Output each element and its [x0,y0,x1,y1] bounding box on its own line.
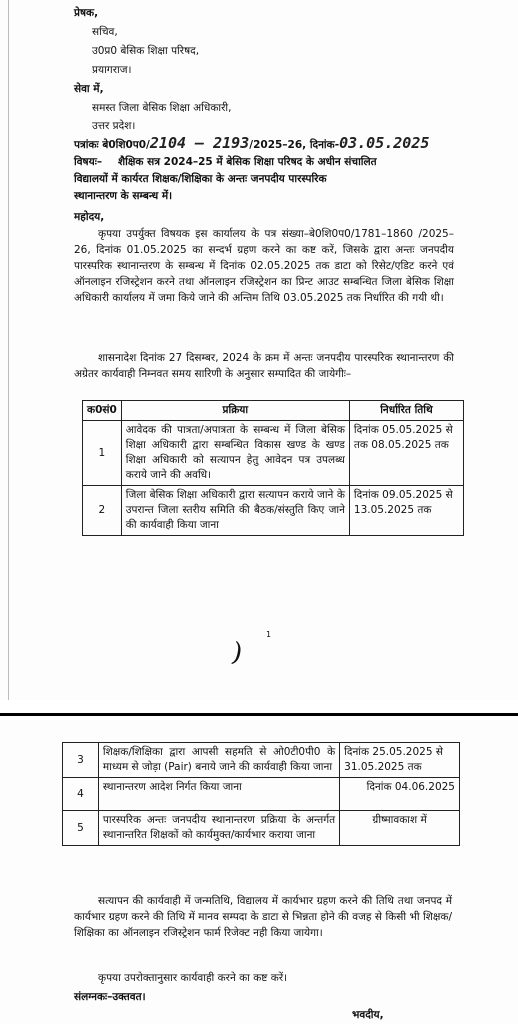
paragraph-2: शासनादेश दिनांक 27 दिसम्बर, 2024 के क्रम में अन्तः जनपदीय पारस्परिक स्थानान्तरण की अग्रेतर कार्यवाही निम्नवत समय सारिणी के अनुसार सम्पादित की जायेगीः– [74,352,454,380]
subject-line-2: विद्यालयों में कार्यरत शिक्षक/शिक्षिका के अन्तः जनपदीय पारस्परिक [74,173,327,185]
table-row [83,421,464,486]
row-number: 2 [83,486,122,536]
sender-line-2: उ0प्र0 बेसिक शिक्षा परिषद, [92,45,200,57]
header-serial: क0सं0 [83,401,122,421]
date-handwritten: 03.05.2025 [339,134,430,152]
reference-suffix: /2025–26, दिनांक- [249,139,340,151]
row-date: ग्रीष्मावकाश में [340,811,460,846]
page-margin-line [8,0,9,700]
to-line-2: उत्तर प्रदेश। [92,120,136,132]
row-process: पारस्परिक अन्तः जनपदीय स्थानान्तरण प्रक्रिया के अन्तर्गत स्थानान्तरित शिक्षकों को कार्यमुक्त/कार्यभार कराया जाना [98,811,339,846]
row-process: जिला बेसिक शिक्षा अधिकारी द्वारा सत्यापन कराये जाने के उपरान्त जिला स्तरीय समिति की बैठक/संस्तुति किए जाने की कार्यवाही किया जाना [121,486,349,536]
header-date: निर्धारित तिथि [349,401,463,421]
to-label: सेवा में, [74,83,104,95]
table-row [63,778,460,811]
reference-prefix: पत्रांकः बे0शि0प0/ [74,139,150,151]
row-date: दिनांक 09.05.2025 से 13.05.2025 तक [349,486,463,536]
sender-line-1: सचिव, [92,26,118,38]
row-date: दिनांक 04.06.2025 [340,778,460,811]
subject-label: विषयः– [74,156,103,168]
subject-line-3: स्थानान्तरण के सम्बन्ध में। [74,190,173,202]
row-date: दिनांक 05.05.2025 से तक 08.05.2025 तक [349,421,463,486]
row-number: 4 [63,778,99,811]
row-number: 5 [63,811,99,846]
header-process: प्रक्रिया [121,401,349,421]
schedule-table [82,400,464,536]
enclosure: संलग्नकः–उक्तवत। [74,991,146,1003]
table-row [63,811,460,846]
row-process: आवेदक की पात्रता/अपात्रता के सम्बन्ध में जिला बेसिक शिक्षा अधिकारी द्वारा सम्बन्धित विकास खण्ड के खण्ड शिक्षा अधिकारी को सत्यापन हेतु आवेदन पत्र उपलब्ध कराये जाने की अवधि। [121,421,349,486]
subject-line-1: शैक्षिक सत्र 2024–25 में बेसिक शिक्षा परिषद के अधीन संचालित [118,156,377,168]
table-row [83,486,464,536]
row-date: दिनांक 25.05.2025 से 31.05.2025 तक [340,743,460,778]
to-line-1: समस्त जिला बेसिक शिक्षा अधिकारी, [92,102,232,114]
paragraph-1: कृपया उपर्युक्त विषयक इस कार्यालय के पत्र संख्या–बे0शि0प0/1781–1860 /2025–26, दिनांक 01.05.2025 का सन्दर्भ ग्रहण करने का कष्ट करें, जिसके द्वारा अन्तः जनपदीय पारस्परिक स्थानान्तरण के सम्बन्ध में दिनांक 02.05.2025 तक डाटा को रिसेट/एडिट करने एवं ऑनलाइन रजिस्ट्रेशन करने तथा ऑनलाइन रजिस्ट्रेशन का प्रिन्ट आउट सम्बन्धित जिला बेसिक शिक्षा अधिकारी कार्यालय में जमा किये जाने की अन्तिम तिथि 03.05.2025 तक निर्धारित की गयी थी। [74,228,454,304]
row-process: स्थानान्तरण आदेश निर्गत किया जाना [98,778,339,811]
table-row [63,743,460,778]
reference-number-handwritten: 2104 – 2193 [149,134,250,152]
paragraph-3: सत्यापन की कार्यवाही में जन्मतिथि, विद्यालय में कार्यभार ग्रहण करने की तिथि तथा जनपद में कार्यभार ग्रहण करने की तिथि में मानव सम्पदा के डाटा से भिन्नता होने की वजह से किसी भी शिक्षक/शिक्षिका का ऑनलाइन रजिस्ट्रेशन फार्म रिजेक्ट नही किया जायेगा। [74,895,452,939]
closing: भवदीय, [352,1009,384,1021]
page-number: 1 [266,630,272,639]
letter-page-2 [0,716,518,1024]
row-number: 1 [83,421,122,486]
row-process: शिक्षक/शिक्षिका द्वारा आपसी सहमति से ओ0टी0पी0 के माध्यम से जोड़ा (Pair) बनाये जाने की कार्यवाही किया जाना [98,743,339,778]
sender-line-3: प्रयागराज। [92,64,132,76]
paragraph-4: कृपया उपरोक्तानुसार कार्यवाही करने का कष्ट करें। [98,972,288,984]
salutation: महोदय, [74,211,105,223]
table-header-row [83,401,464,421]
reference-line [74,136,429,152]
row-number: 3 [63,743,99,778]
sender-label: प्रेषक, [74,7,99,19]
handwritten-mark: ) [228,637,246,669]
schedule-table-continued [62,742,460,846]
